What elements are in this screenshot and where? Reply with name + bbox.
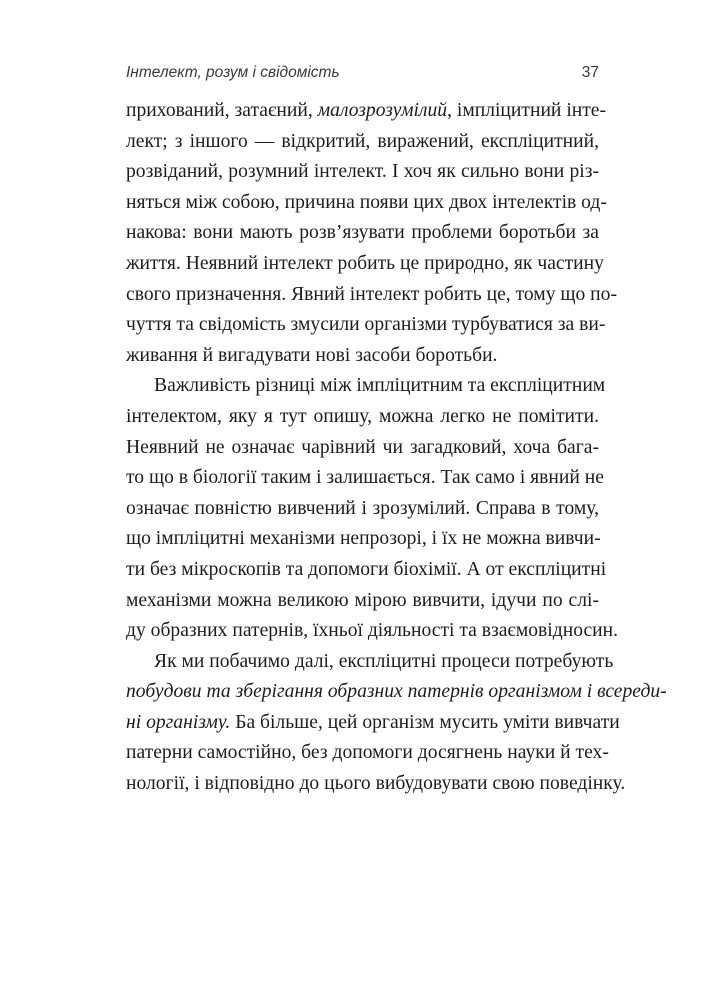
text-line [126, 647, 614, 678]
text-line [126, 218, 599, 249]
text-line [126, 616, 619, 647]
text-line [126, 127, 599, 158]
running-title: Інтелект, розум і свідомість [126, 64, 340, 81]
text-segment: нології, і відповідно до цього вибудовувати свою поведінку. [126, 773, 626, 795]
text-line [126, 249, 604, 280]
text-segment: няться між собою, причина появи цих двох інтелектів од- [126, 191, 607, 213]
text-line [126, 494, 599, 525]
text-line [126, 738, 609, 769]
text-line [126, 433, 599, 464]
text-segment: свого призначення. Явний інтелект робить це, тому що по- [126, 283, 617, 305]
text-line [126, 157, 599, 188]
paragraph [126, 371, 619, 646]
text-segment: ти без мікроскопів та допомоги біохімії. А от експліцитні [126, 558, 607, 580]
italic-text: побудови та зберігання образних патернів організмом і всереди- [126, 681, 667, 703]
text-line [126, 524, 599, 555]
text-segment: Ба більше, цей організм мусить уміти вивчати [230, 711, 620, 733]
text-segment: , імпліцитний інте- [447, 100, 607, 121]
text-segment: інтелектом, яку я тут опишу, можна легко не помітити. [126, 405, 599, 427]
text-line [126, 708, 620, 739]
text-segment: що імпліцитні механізми непрозорі, і їх не можна вивчи- [126, 528, 601, 550]
text-segment: ду образних патернів, їхньої діяльності та взаємовідносин. [126, 620, 619, 642]
italic-text: ні організму. [126, 711, 231, 733]
text-line [126, 310, 606, 341]
text-segment: означає повністю вивчений і зрозумілий. Справа в тому, [126, 497, 599, 519]
text-line [126, 96, 607, 127]
body-text [126, 96, 667, 800]
paragraph [126, 96, 617, 371]
text-line [126, 402, 599, 433]
text-segment: то що в біології таким і залишається. Так само і явний не [126, 467, 604, 489]
text-segment: прихований, затаєний, [126, 100, 318, 121]
paragraph [126, 647, 667, 800]
text-segment: Неявний не означає чарівний чи загадковий, хоча бага- [126, 436, 599, 458]
text-segment: Як ми побачимо далі, експліцитні процеси потребують [154, 650, 614, 672]
text-line [126, 555, 607, 586]
text-segment: механізми можна великою мірою вивчити, ідучи по слі- [126, 589, 599, 611]
text-line [126, 677, 667, 708]
text-segment: живання й вигадувати нові засоби боротьби. [126, 344, 498, 366]
text-segment: лект; з іншого — відкритий, виражений, експліцитний, [126, 130, 599, 152]
text-segment: розвіданий, розумний інтелект. І хоч як сильно вони різ- [126, 161, 599, 183]
text-line [126, 341, 599, 372]
text-segment: Важливість різниці між імпліцитним та експліцитним [154, 375, 606, 397]
text-line [126, 371, 606, 402]
running-header [126, 64, 599, 88]
text-segment: накова: вони мають розв’язувати проблеми боротьби за [126, 222, 599, 244]
text-line [126, 769, 626, 800]
italic-text: малозрозумілий [317, 100, 448, 121]
text-line [126, 463, 604, 494]
text-segment: життя. Неявний інтелект робить це природно, як частину [126, 252, 604, 274]
text-line [126, 586, 599, 617]
text-segment: патерни самостійно, без допомоги досягнень науки й тех- [126, 742, 609, 764]
text-segment: чуття та свідомість змусили організми турбуватися за ви- [126, 314, 606, 336]
text-line [126, 280, 617, 311]
page-number: 37 [581, 64, 599, 81]
text-line [126, 188, 607, 219]
